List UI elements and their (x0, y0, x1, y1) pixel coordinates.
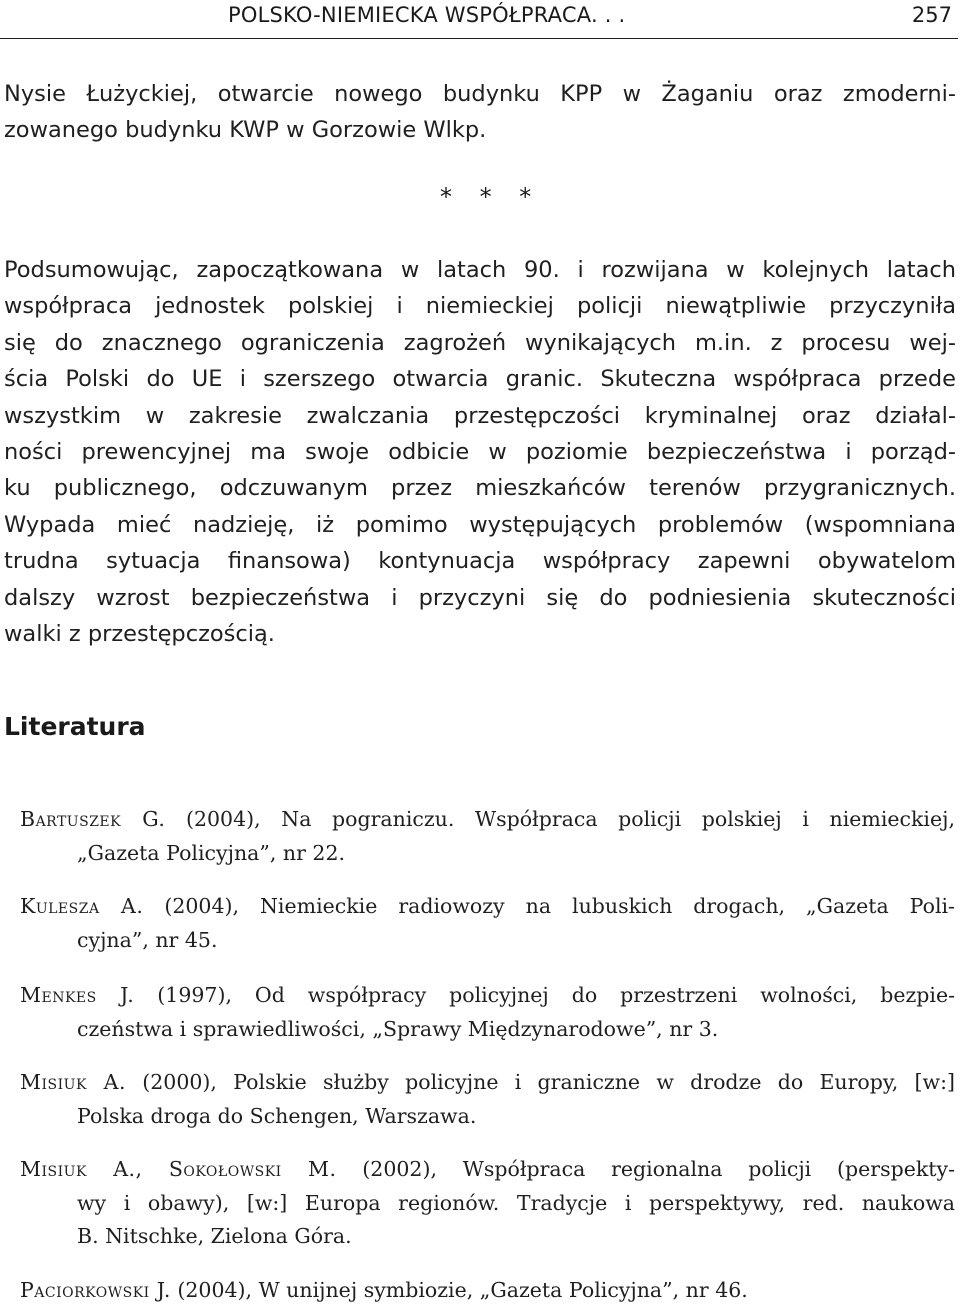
text-line: Podsumowując, zapoczątkowana w latach 90. i rozwijana w kolejnych latach (4, 257, 956, 283)
text-line: ku publicznego, odczuwanym przez mieszkańców terenów przygranicznych. (4, 475, 956, 502)
bibliography-entry (20, 979, 955, 1046)
text-line: walki z przestępczością. (4, 621, 275, 648)
text-line: Wypada mieć nadzieję, iż pomimo występujących problemów (wspomniana (4, 511, 956, 538)
bibliography-entry (20, 1066, 955, 1133)
bibliography-entry (20, 1274, 955, 1308)
entry-text: (1997), Od współpracy policyjnej do przestrzeni wolności, bezpie- (134, 983, 956, 1007)
entry-continuation: czeństwa i sprawiedliwości, „Sprawy Międzynarodowe”, nr 3. (77, 1016, 719, 1041)
bibliography-entry (20, 890, 955, 957)
bibliography-entry (20, 1153, 955, 1254)
entry-first-line (20, 803, 955, 837)
entry-continuation: „Gazeta Policyjna”, nr 22. (77, 840, 346, 865)
text-line: Nysie Łużyckiej, otwarcie nowego budynku KPP w Żaganiu oraz zmoderni- (4, 81, 956, 107)
entry-first-line (20, 1153, 955, 1187)
entry-text: (2000), Polskie służby policyjne i graniczne w drodze do Europy, [w:] (126, 1070, 955, 1094)
entry-author: Misiuk A., Sokołowski M. (20, 1157, 337, 1181)
entry-first-line (20, 1274, 955, 1308)
entry-author: Kulesza A. (20, 894, 144, 918)
entry-text: (2004), Na pograniczu. Współpraca policji polskiej i niemieckiej, (165, 807, 955, 831)
entry-text: (2004), W unijnej symbiozie, „Gazeta Policyjna”, nr 46. (170, 1278, 748, 1302)
page-number: 257 (911, 3, 952, 27)
entry-first-line (20, 1066, 955, 1100)
entry-author: Bartuszek G. (20, 807, 166, 831)
literature-heading: Literatura (4, 712, 146, 741)
text-line: ścia Polski do UE i szerszego otwarcia granic. Skuteczna współpraca przede (4, 366, 956, 393)
entry-continuation: Polska droga do Schengen, Warszawa. (77, 1103, 477, 1128)
page-header (0, 0, 958, 39)
entry-continuation: B. Nitschke, Zielona Góra. (77, 1224, 352, 1249)
entry-author: Menkes J. (20, 983, 135, 1007)
text-line: ności prewencyjnej ma swoje odbicie w poziomie bezpieczeństwa i porząd- (4, 439, 956, 466)
running-head: POLSKO-NIEMIECKA WSPÓŁPRACA. . . (228, 3, 626, 27)
text-line: zowanego budynku KWP w Gorzowie Wlkp. (4, 117, 487, 144)
text-line: się do znacznego ograniczenia zagrożeń wynikających m.in. z procesu wej- (4, 329, 956, 356)
entry-text: (2004), Niemieckie radiowozy na lubuskich drogach, „Gazeta Poli- (143, 894, 955, 918)
entry-continuation: wy i obawy), [w:] Europa regionów. Tradycje i perspektywy, red. naukowa (77, 1190, 955, 1215)
entry-first-line (20, 890, 955, 924)
text-line: współpraca jednostek polskiej i niemieckiej policji niewątpliwie przyczyniła (4, 293, 956, 320)
paragraph-continuation (4, 76, 956, 149)
bibliography-entry (20, 803, 955, 870)
text-line: trudna sytuacja finansowa) kontynuacja współpracy zapewni obywatelom (4, 548, 956, 575)
section-separator: * * * (440, 183, 542, 211)
entry-author: Misiuk A. (20, 1070, 126, 1094)
text-line: dalszy wzrost bezpieczeństwa i przyczyni się do podniesienia skuteczności (4, 584, 956, 611)
entry-continuation: cyjna”, nr 45. (77, 927, 218, 952)
entry-author: Paciorkowski J. (20, 1278, 171, 1302)
text-line: wszystkim w zakresie zwalczania przestępczości kryminalnej oraz działal- (4, 402, 956, 429)
entry-text: (2002), Współpraca regionalna policji (perspekty- (336, 1157, 956, 1181)
paragraph-summary (4, 252, 956, 652)
entry-first-line (20, 979, 955, 1013)
